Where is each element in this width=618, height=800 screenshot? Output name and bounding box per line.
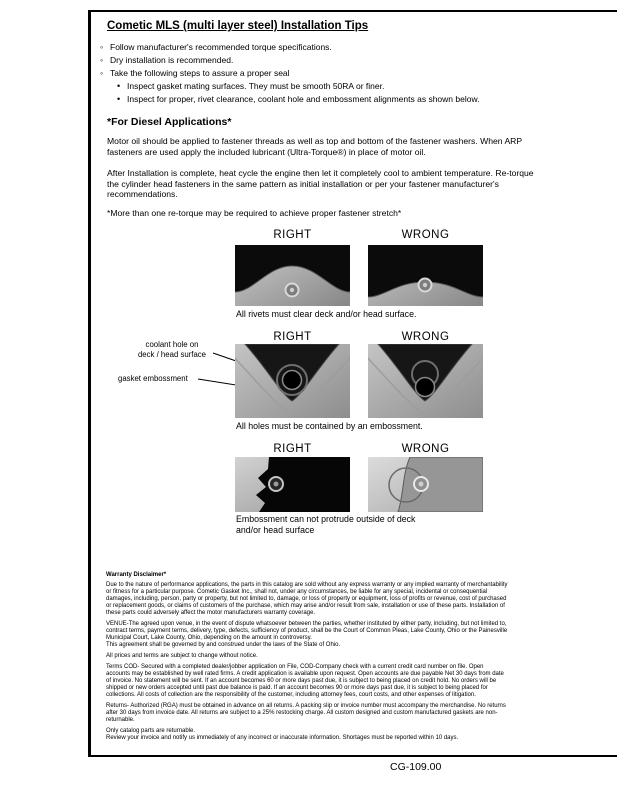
- list-item: [100, 41, 570, 54]
- tip-text: Follow manufacturer's recommended torque specifications.: [110, 42, 332, 52]
- diagram-rivet-wrong: [368, 245, 483, 306]
- warranty-paragraph: Due to the nature of performance applications, the parts in this catalog are sold without any express warranty or any implied warranty of merchantability or fitness for a particular purpose. Cometic Gasket Inc., shall not, under any circumstances, be liable for any special, incidental or consequential damages, including, person, party or property, but not limited to, damage, or loss of property or equipment, loss of profits or revenue, cost of purchased or replacement goods, or claims of customers of the purchase, which may arise and/or result from sale, installation or use of these parts. Installation of these parts could adversely affect the motor manufacturers warranty coverage.: [106, 582, 508, 616]
- tip-text: Take the following steps to assure a proper seal: [110, 68, 290, 78]
- gasket-embossment-callout: gasket embossment: [118, 374, 188, 383]
- tips-list: [100, 41, 570, 106]
- wrong-label-row2: WRONG: [401, 331, 450, 343]
- retorque-note: *More than one re-torque may be required to achieve proper fastener stretch*: [107, 208, 402, 218]
- row3-caption: [236, 514, 466, 536]
- right-label-row1: RIGHT: [273, 229, 312, 241]
- diesel-applications-heading: *For Diesel Applications*: [107, 116, 232, 128]
- right-label-row2: RIGHT: [273, 331, 312, 343]
- tip-text: Inspect gasket mating surfaces. They must be smooth 50RA or finer.: [127, 81, 385, 91]
- warranty-paragraph: All prices and terms are subject to change without notice.: [106, 653, 258, 659]
- wrong-label-row1: WRONG: [401, 229, 450, 241]
- list-sub-item: [117, 80, 570, 93]
- diagram-protrude-wrong: [368, 457, 483, 512]
- coolant-hole-callout-line2: deck / head surface: [137, 349, 207, 359]
- diagram-protrude-right-image: [235, 457, 350, 512]
- diagram-embossment-wrong: [368, 344, 483, 418]
- tip-text: Inspect for proper, rivet clearance, coolant hole and embossment alignments as shown below.: [127, 94, 480, 104]
- diagram-protrude-right: [235, 457, 350, 512]
- list-item: [100, 54, 570, 67]
- warranty-paragraph: Review your invoice and notify us immediately of any incorrect or inaccurate information. Shortages must be reported within 10 days.: [106, 735, 459, 741]
- row2-caption: All holes must be contained by an embossment.: [236, 421, 423, 431]
- diagram-rivet-right: [235, 245, 350, 306]
- row1-caption: All rivets must clear deck and/or head surface.: [236, 309, 417, 319]
- diagram-embossment-wrong-image: [368, 344, 483, 418]
- warranty-paragraph: This agreement shall be governed by and construed under the laws of the State of Ohio.: [106, 642, 341, 648]
- diagram-rivet-wrong-image: [368, 245, 483, 306]
- wrong-label-row3: WRONG: [401, 443, 450, 455]
- warranty-paragraph: Returns- Authorized (RGA) must be obtained in advance on all returns. A packing slip or invoice number must accompany the merchandise. No returns after 30 days from invoice date. All returns are subject to a 25% restocking charge. All custom designed and custom manufactured gaskets are non-returnable.: [106, 703, 506, 723]
- warranty-paragraph: Terms COD- Secured with a completed dealer/jobber application on File, COD-Company check with a current credit card number on file. Open accounts may be established by well rated firms. A credit application is available upon request. Open accounts are due payable Net 30 days from date of invoice. No statement will be sent. If an account becomes 60 or more days past due, it is subject to being placed on credit hold. No orders will be shipped or new orders accepted until past due balance is paid. If an account becomes 90 or more days past due, it is subject to being placed for collections. All costs of collection are the responsibility of the customer, including attorney fees, court costs, and other expenses of litigation.: [106, 664, 504, 698]
- right-label-row3: RIGHT: [273, 443, 312, 455]
- list-sub-item: [117, 93, 570, 106]
- diagram-rivet-right-image: [235, 245, 350, 306]
- diagram-embossment-right: [235, 344, 350, 418]
- diesel-paragraph-2: After Installation is complete, heat cycle the engine then let it completely cool to ambient temperature. Re-torque the cylinder head fasteners in the same pattern as initial installation or per your fastener manufacturer's recommendations.: [107, 168, 534, 199]
- diagram-embossment-right-image: [235, 344, 350, 418]
- diagram-protrude-wrong-image: [368, 457, 483, 512]
- warranty-paragraph: VENUE-The agreed upon venue, in the event of dispute whatsoever between the parties, whether instituted by either party, including, but not limited to, contract terms, payment terms, delivery, type, defects, sufficiency of product, shall be the Court of Common Pleas, Lake County, Ohio or the Painesville Municipal Court, Lake County, Ohio, depending on the amount in controversy.: [106, 621, 508, 641]
- warranty-paragraph: Only catalog parts are returnable.: [106, 728, 196, 734]
- list-item: [100, 67, 570, 80]
- tip-text: Dry installation is recommended.: [110, 55, 234, 65]
- warranty-section: [106, 572, 508, 746]
- page-code: CG-109.00: [390, 761, 442, 773]
- page-title: Cometic MLS (multi layer steel) Installation Tips: [107, 20, 369, 32]
- row3-caption-line1: Embossment can not protrude outside of deck: [236, 514, 416, 524]
- warranty-heading: Warranty Disclaimer*: [106, 572, 167, 578]
- coolant-hole-callout-line1: coolant hole on: [145, 340, 199, 349]
- row3-caption-line2: and/or head surface: [236, 525, 315, 535]
- diesel-paragraph-1: Motor oil should be applied to fastener threads as well as top and bottom of the fastener washers. When ARP fasteners are used apply the included lubricant (Ultra-Torque®) in place of motor oil.: [107, 136, 522, 157]
